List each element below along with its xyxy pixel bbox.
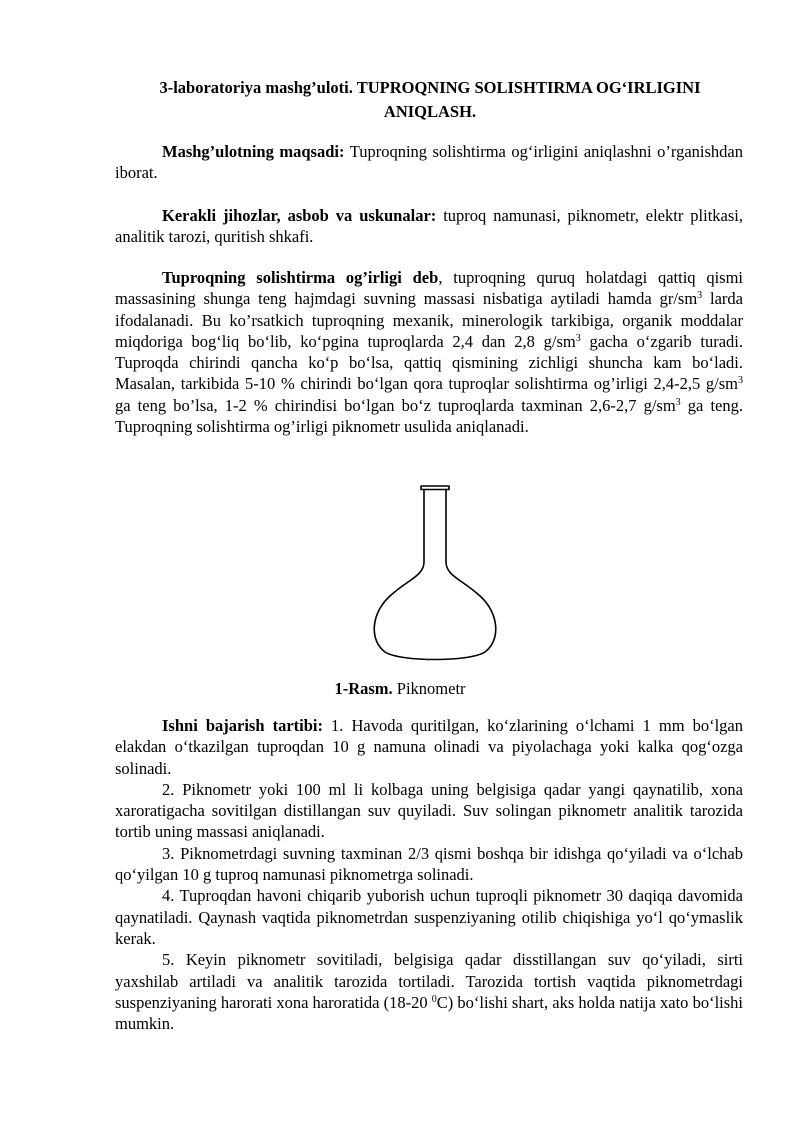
definition-text-5: ga teng. Tuproqning solishtirma og’irligi piknometr usulida aniqlanadi. [115,395,743,437]
equipment-label: Kerakli jihozlar, asbob va uskunalar: [162,206,437,225]
procedure-step-3: 3. Piknometrdagi suvning taxminan 2/3 qismi boshqa bir idishga qo‘yiladi va o‘lchab qo‘yilgan 10 g tuproq namunasi piknometrga solinadi. [115,843,743,885]
step-5-text-b: C) bo‘lishi shart, aks holda natija xato bo‘lishi mumkin. [115,992,743,1034]
page-title [110,76,750,124]
step-1-text: 1. Havoda quritilgan, ko‘zlarining o‘lchami 1 mm bo‘lgan elakdan o‘tkazilgan tuproqdan 10 g namuna olinadi va piyolachaga yoki kalka qog‘ozga solinadi. [115,716,744,778]
figure-label: 1-Rasm. [334,679,393,698]
superscript: 3 [575,332,581,344]
definition-text-3: gacha o‘zgarib turadi. Tuproqda chirindi qancha ko‘p bo‘lsa, qattiq qismining zichligi shuncha kam bo‘ladi. Masalan, tarkibida 5-10 % chirindi bo‘lgan qora tuproqlar solishtirma og’irligi 2,4-2,5 g/sm [115,331,743,394]
step-5-text-a: 5. Keyin piknometr sovitiladi, belgisiga qadar disstillangan suv qo‘yiladi, sirti yaxshilab artiladi va analitik tarozida tortiladi. Tarozida tortish vaqtida piknometrdagi suspenziyaning harorati xona haroratida (18-20 [115,950,743,1012]
procedure-step-1 [115,715,743,779]
definition-text-4: ga teng bo’lsa, 1-2 % chirindisi bo‘lgan bo‘z tuproqlarda taxminan 2,6-2,7 g/sm [115,395,676,415]
procedure-label: Ishni bajarish tartibi: [162,716,323,735]
definition-text-2: larda ifodalanadi. Bu ko’rsatkich tuproqning mexanik, minerologik tarkibiga, organik moddalar miqdoriga bog‘liq bo‘lib, ko‘pgina tuproqlarda 2,4 dan 2,8 g/sm [115,289,743,351]
purpose-label: Mashg’ulotning maqsadi: [162,142,345,161]
figure-caption-text: Piknometr [392,679,466,698]
equipment-text: tuproq namunasi, piknometr, elektr plitkasi, analitik tarozi, quritish shkafi. [115,206,743,247]
figure-mark [427,659,429,661]
superscript: 3 [697,290,703,302]
title-line-2: ANIQLASH. [383,102,477,121]
definition-paragraph [115,267,743,437]
purpose-text: Tuproqning solishtirma og‘irligini aniqlashni o’rganishdan iborat. [115,142,743,183]
flask-body [374,490,496,660]
procedure-step-4: 4. Tuproqdan havoni chiqarib yuborish uchun tuproqli piknometr 30 daqiqa davomida qaynatiladi. Qaynash vaqtida piknometrdan suspenziyaning otilib chiqishiga yo‘l qo‘ymaslik kerak. [115,886,743,948]
procedure-step-5 [115,949,743,1034]
superscript: 3 [675,396,681,408]
equipment-paragraph [115,205,743,248]
figure-caption [300,678,500,700]
procedure-section [115,715,743,1034]
procedure-step-2: 2. Piknometr yoki 100 ml li kolbaga uning belgisiga qadar yangi qaynatilib, xona xaroratigacha sovitilgan distillangan suv quyiladi. Suv solingan piknometr analitik tarozida tortib uning massasi aniqlanadi. [115,779,743,842]
flask-rim [421,486,449,490]
pycnometer-flask-illustration [355,480,515,665]
superscript: 0 [431,993,437,1005]
title-line-1: 3-laboratoriya mashg’uloti. TUPROQNING SOLISHTIRMA OG‘IRLIGINI [159,78,701,97]
definition-label: Tuproqning solishtirma og’irligi deb [162,268,439,287]
purpose-paragraph [115,141,743,184]
superscript: 3 [738,375,743,387]
definition-text-1: , tuproqning quruq holatdagi qattiq qismi massasining shunga teng hajmdagi suvning massasi nisbatiga aytiladi hamda gr/sm [115,268,743,309]
